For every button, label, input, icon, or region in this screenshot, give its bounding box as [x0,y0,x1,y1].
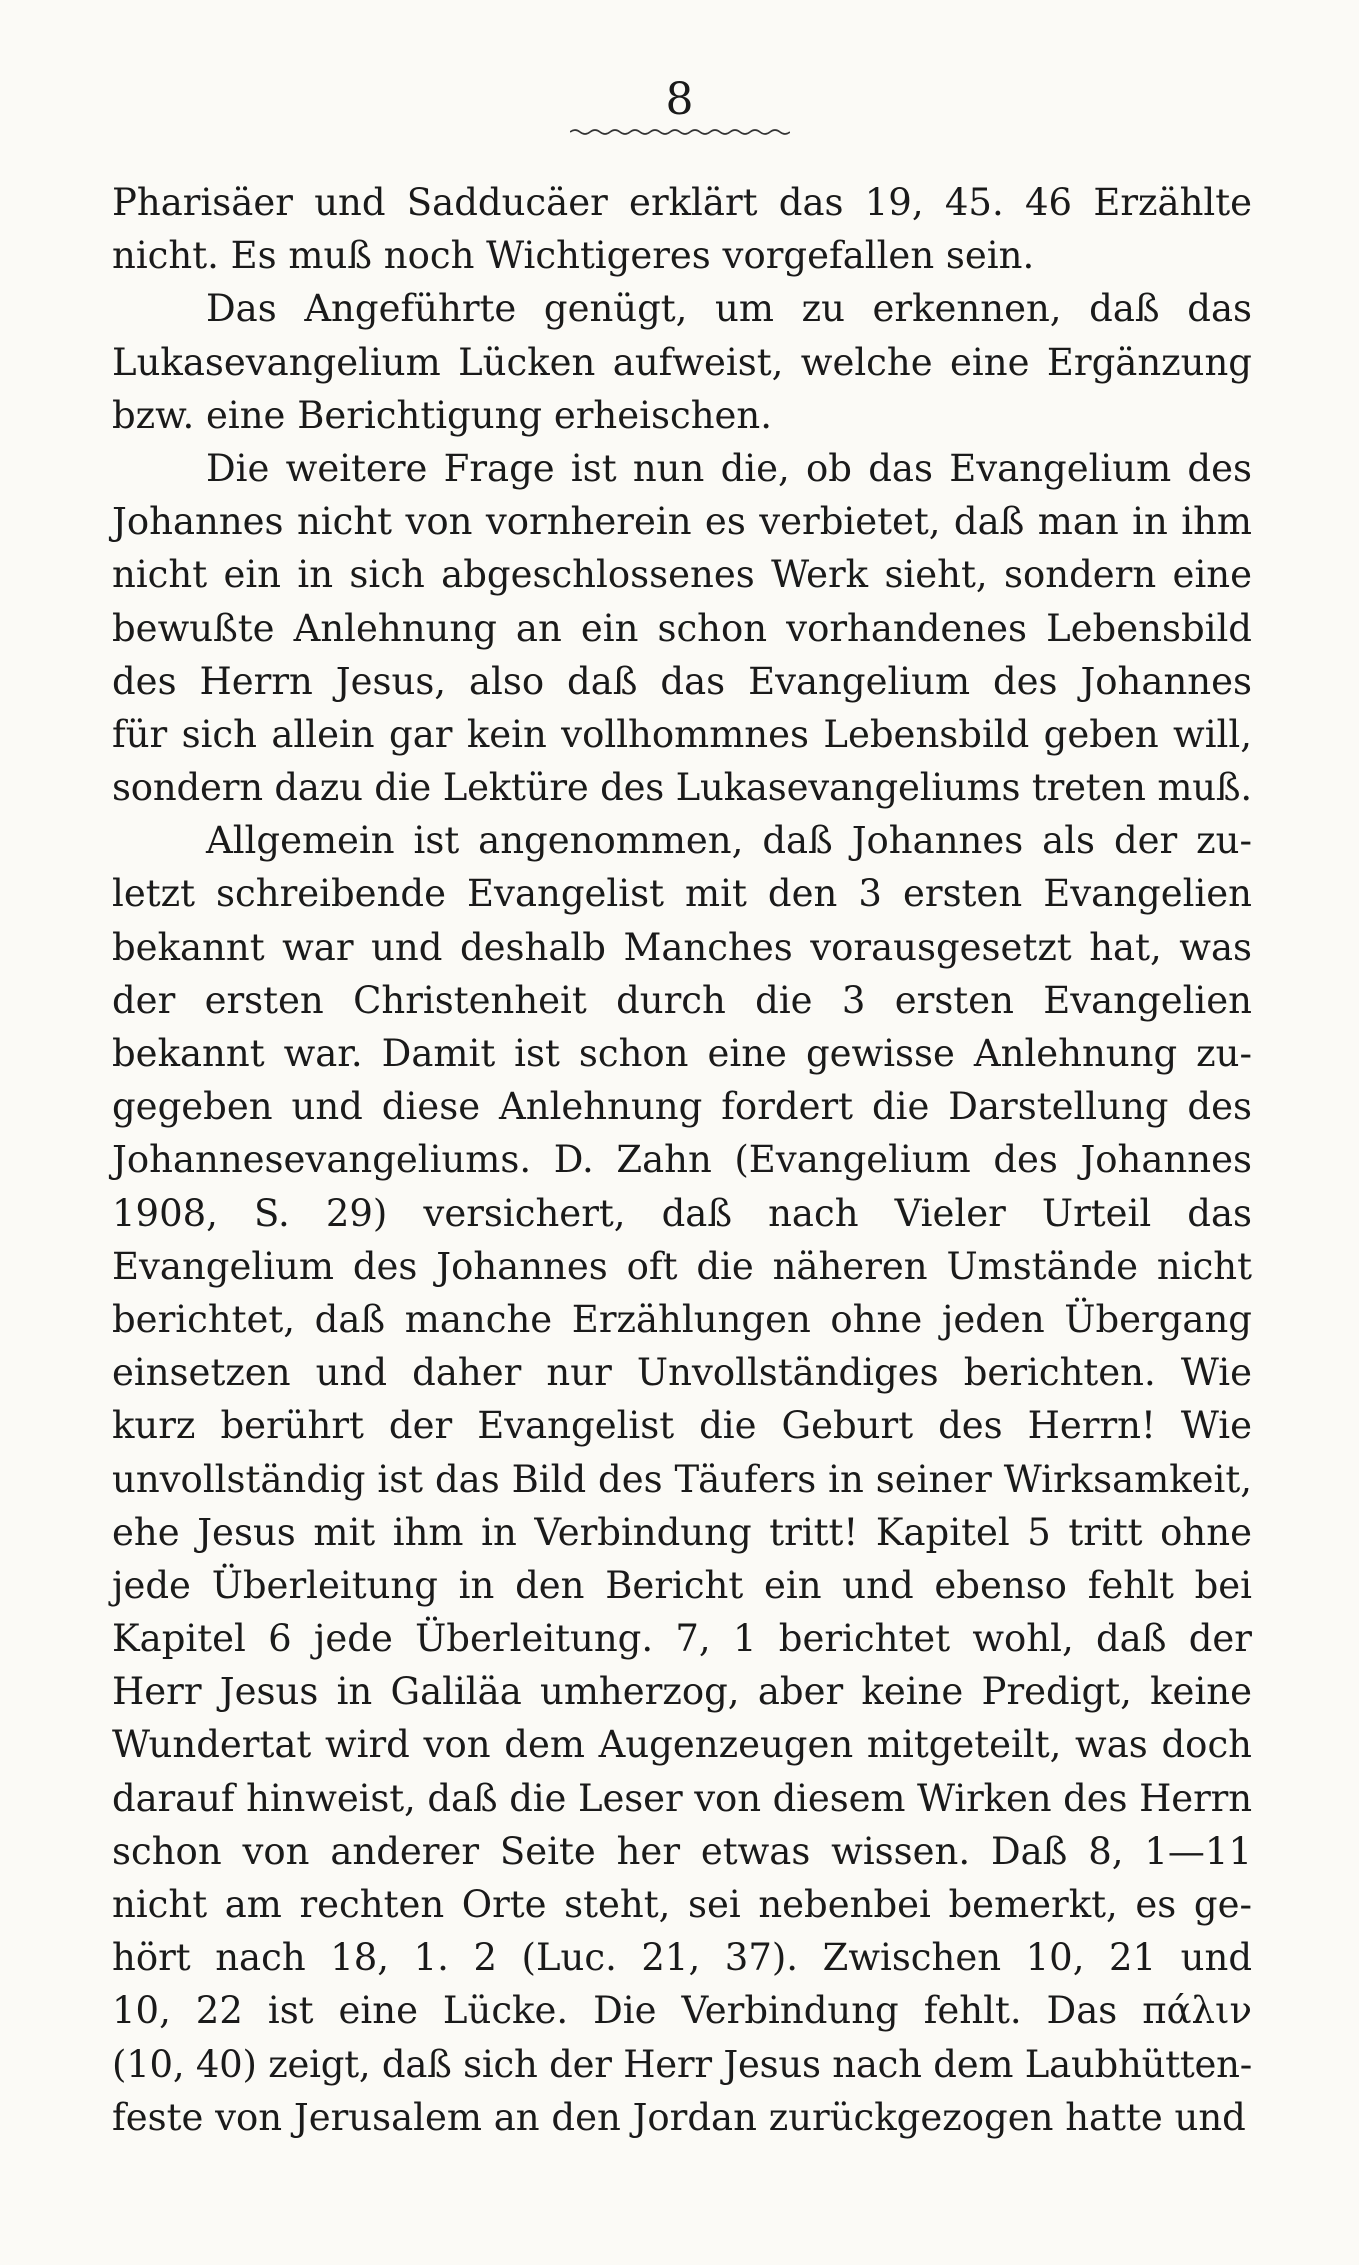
text-line: hört nach 18, 1. 2 (Luc. 21, 37). Zwischen 10, 21 und [112,1936,1252,1980]
paragraph-p1 [112,176,1252,282]
text-line: bekannt war und deshalb Manches vorausgesetzt hat, was [112,925,1252,969]
text-line: Johannes nicht von vornherein es verbietet, daß man in ihm [112,500,1252,544]
text-line: nicht. Es muß noch Wichtigeres vorgefallen sein. [112,234,1035,278]
text-line: 10, 22 ist eine Lücke. Die Verbindung fehlt. Das πάλιν [112,1989,1252,2033]
text-line: kurz berührt der Evangelist die Geburt des Herrn! Wie [112,1404,1252,1448]
body-text [112,176,1252,2144]
text-line: ehe Jesus mit ihm in Verbindung tritt! Kapitel 5 tritt ohne [112,1510,1252,1554]
text-line: gegeben und diese Anlehnung fordert die Darstellung des [112,1085,1252,1129]
text-line: der ersten Christenheit durch die 3 ersten Evangelien [112,978,1252,1022]
text-line: Kapitel 6 jede Überleitung. 7, 1 berichtet wohl, daß der [112,1617,1252,1661]
text-line: Allgemein ist angenommen, daß Johannes als der zu- [206,819,1252,863]
text-line: (10, 40) zeigt, daß sich der Herr Jesus nach dem Laubhütten- [112,2042,1252,2086]
text-line: jede Überleitung in den Bericht ein und ebenso fehlt bei [112,1563,1252,1607]
text-line: 1908, S. 29) versichert, daß nach Vieler Urteil das [112,1191,1252,1235]
text-line: Herr Jesus in Galiläa umherzog, aber keine Predigt, keine [112,1670,1252,1714]
text-line: einsetzen und daher nur Unvollständiges berichten. Wie [112,1351,1252,1395]
text-line: unvollständig ist das Bild des Täufers in seiner Wirksamkeit, [112,1457,1252,1501]
paragraph-p4 [112,814,1252,2144]
text-line: nicht am rechten Orte steht, sei nebenbei bemerkt, es ge- [112,1883,1252,1926]
text-line: Pharisäer und Sadducäer erklärt das 19, 45. 46 Erzählte [112,181,1252,224]
paragraph-p3 [112,442,1252,814]
page-number: 8 [665,74,695,125]
text-line: schon von anderer Seite her etwas wissen. Daß 8, 1—11 [112,1829,1252,1873]
text-line: berichtet, daß manche Erzählungen ohne jeden Übergang [112,1297,1252,1341]
text-line: sondern dazu die Lektüre des Lukasevangeliums treten muß. [112,766,1252,810]
paragraph-p2 [112,282,1252,442]
text-line: Evangelium des Johannes oft die näheren Umstände nicht [112,1244,1252,1288]
text-line: für sich allein gar kein vollhommnes Lebensbild geben will, [112,712,1252,756]
header-rule [570,128,790,136]
text-line: letzt schreibende Evangelist mit den 3 ersten Evangelien [112,872,1252,916]
text-line: Die weitere Frage ist nun die, ob das Evangelium des [206,446,1252,490]
text-line: Lukasevangelium Lücken aufweist, welche eine Ergänzung [112,340,1252,384]
text-line: bzw. eine Berichtigung erheischen. [112,393,773,437]
text-line: Wundertat wird von dem Augenzeugen mitgeteilt, was doch [112,1723,1252,1767]
text-line: Das Angeführte genügt, um zu erkennen, daß das [206,287,1252,331]
text-line: darauf hinweist, daß die Leser von diesem Wirken des Herrn [112,1776,1252,1820]
text-line: feste von Jerusalem an den Jordan zurückgezogen hatte und [112,2095,1246,2139]
text-line: bewußte Anlehnung an ein schon vorhandenes Lebensbild [112,606,1252,650]
text-line: Johannesevangeliums. D. Zahn (Evangelium des Johannes [112,1138,1252,1182]
text-line: bekannt war. Damit ist schon eine gewisse Anlehnung zu- [112,1032,1252,1075]
text-line: des Herrn Jesus, also daß das Evangelium des Johannes [112,659,1252,703]
text-line: nicht ein in sich abgeschlossenes Werk sieht, sondern eine [112,553,1252,597]
